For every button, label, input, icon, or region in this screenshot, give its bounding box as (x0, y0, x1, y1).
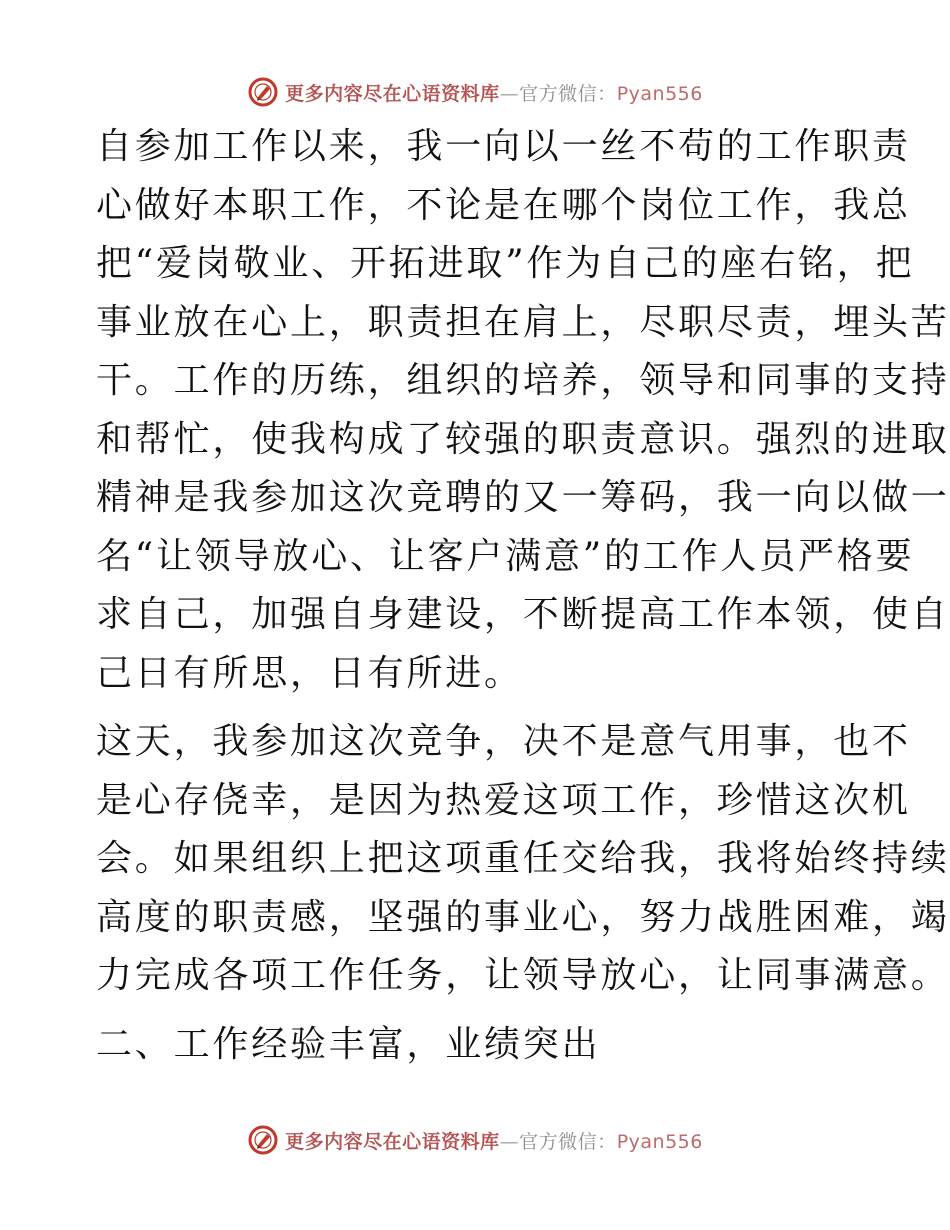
header-brand-text: 更多内容尽在心语资料库 (285, 82, 500, 105)
header-wechat-id: Pyan556 (616, 82, 703, 105)
paragraph-2-line: 高度的职责感，坚强的事业心，努力战胜困难，竭 (96, 896, 950, 938)
paragraph-2-line: 会。如果组织上把这项重任交给我，我将始终持续 (96, 838, 950, 879)
paragraph-2 (96, 713, 950, 1006)
section-heading-text: 二、工作经验丰富，业绩突出 (96, 1023, 601, 1065)
footer-banner (0, 1120, 950, 1160)
header-official-label: 官方微信： (519, 82, 617, 105)
pen-nib-logo-icon (247, 76, 279, 108)
document-body (96, 118, 950, 1074)
footer-separator: — (499, 1130, 520, 1153)
paragraph-1-line: 干。工作的历练，组织的培养，领导和同事的支持 (96, 360, 950, 401)
paragraph-1-line: 求自己，加强自身建设，不断提高工作本领，使自 (96, 594, 950, 635)
paragraph-2-line: 是心存侥幸，是因为热爱这项工作，珍惜这次机 (96, 779, 911, 821)
paragraph-2-line: 这天，我参加这次竞争，决不是意气用事，也不 (96, 721, 911, 762)
pen-nib-logo-icon (247, 1124, 279, 1156)
paragraph-2-line: 力完成各项工作任务，让领导放心，让同事满意。 (96, 955, 950, 996)
paragraph-1-line: 心做好本职工作，不论是在哪个岗位工作，我总 (96, 184, 911, 226)
footer-official-label: 官方微信： (519, 1130, 617, 1153)
paragraph-1-line: 精神是我参加这次竞聘的又一筹码，我一向以做一 (96, 477, 950, 518)
paragraph-1-line: 事业放在心上，职责担在肩上，尽职尽责，埋头苦 (96, 301, 950, 343)
header-separator: — (499, 82, 520, 105)
header-banner (0, 72, 950, 112)
paragraph-1-line: 自参加工作以来，我一向以一丝不苟的工作职责 (96, 126, 911, 167)
paragraph-1-line: 己日有所思，日有所进。 (96, 652, 523, 694)
paragraph-1-line: 把“爱岗敬业、开拓进取”作为自己的座右铭，把 (96, 243, 915, 284)
paragraph-1 (96, 118, 950, 703)
footer-wechat-id: Pyan556 (616, 1130, 703, 1153)
section-heading-2 (96, 1016, 856, 1075)
paragraph-1-line: 和帮忙，使我构成了较强的职责意识。强烈的进取 (96, 418, 950, 460)
paragraph-1-line: 名“让领导放心、让客户满意”的工作人员严格要 (96, 535, 915, 577)
footer-brand-text: 更多内容尽在心语资料库 (285, 1130, 500, 1153)
